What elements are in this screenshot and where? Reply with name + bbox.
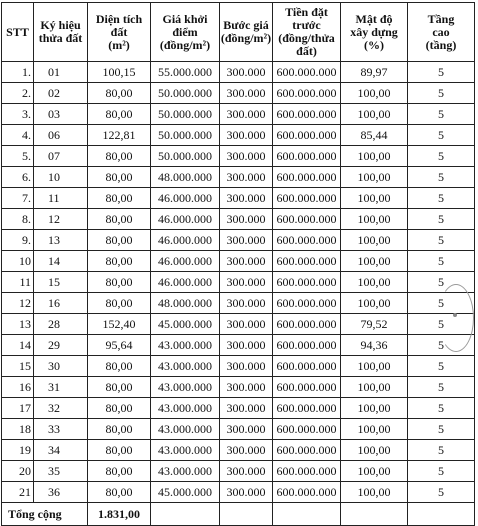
cell-tang-cao: 5 <box>408 230 475 251</box>
table-row <box>2 230 475 251</box>
table-row <box>2 188 475 209</box>
cell-buoc-gia: 300.000 <box>220 356 273 377</box>
cell-tien-dat-truoc: 600.000.000 <box>273 62 341 83</box>
cell-tien-dat-truoc: 600.000.000 <box>273 125 341 146</box>
cell-tang-cao: 5 <box>408 188 475 209</box>
total-row <box>2 503 475 526</box>
cell-mat-do: 100,00 <box>341 104 408 125</box>
cell-gia-khoi-diem: 43.000.000 <box>151 356 220 377</box>
total-empty-cell <box>220 503 273 526</box>
cell-dien-tich: 80,00 <box>88 272 151 293</box>
cell-buoc-gia: 300.000 <box>220 83 273 104</box>
cell-tien-dat-truoc: 600.000.000 <box>273 188 341 209</box>
table-row <box>2 482 475 503</box>
cell-gia-khoi-diem: 50.000.000 <box>151 125 220 146</box>
cell-gia-khoi-diem: 50.000.000 <box>151 83 220 104</box>
cell-stt: 17 <box>2 398 34 419</box>
cell-tang-cao: 5 <box>408 146 475 167</box>
cell-ky-hieu: 35 <box>34 461 88 482</box>
cell-ky-hieu: 14 <box>34 251 88 272</box>
table-body <box>2 62 475 503</box>
table-row <box>2 209 475 230</box>
cell-dien-tich: 80,00 <box>88 461 151 482</box>
cell-tang-cao: 5 <box>408 209 475 230</box>
cell-buoc-gia: 300.000 <box>220 314 273 335</box>
cell-mat-do: 85,44 <box>341 125 408 146</box>
cell-tang-cao: 5 <box>408 62 475 83</box>
cell-mat-do: 100,00 <box>341 293 408 314</box>
cell-ky-hieu: 15 <box>34 272 88 293</box>
cell-mat-do: 100,00 <box>341 272 408 293</box>
cell-tien-dat-truoc: 600.000.000 <box>273 293 341 314</box>
cell-gia-khoi-diem: 43.000.000 <box>151 440 220 461</box>
table-row <box>2 62 475 83</box>
cell-tien-dat-truoc: 600.000.000 <box>273 356 341 377</box>
table-row <box>2 398 475 419</box>
table-row <box>2 461 475 482</box>
cell-mat-do: 100,00 <box>341 146 408 167</box>
cell-mat-do: 94,36 <box>341 335 408 356</box>
cell-buoc-gia: 300.000 <box>220 146 273 167</box>
cell-stt: 15 <box>2 356 34 377</box>
cell-gia-khoi-diem: 50.000.000 <box>151 104 220 125</box>
seal-stamp-fragment <box>438 284 474 352</box>
cell-tang-cao: 5 <box>408 398 475 419</box>
cell-ky-hieu: 10 <box>34 167 88 188</box>
cell-ky-hieu: 33 <box>34 419 88 440</box>
cell-tang-cao: 5 <box>408 293 475 314</box>
table-row <box>2 314 475 335</box>
cell-tien-dat-truoc: 600.000.000 <box>273 314 341 335</box>
cell-gia-khoi-diem: 43.000.000 <box>151 461 220 482</box>
cell-mat-do: 100,00 <box>341 209 408 230</box>
cell-tien-dat-truoc: 600.000.000 <box>273 377 341 398</box>
cell-tang-cao: 5 <box>408 482 475 503</box>
cell-buoc-gia: 300.000 <box>220 482 273 503</box>
cell-ky-hieu: 32 <box>34 398 88 419</box>
cell-tang-cao: 5 <box>408 272 475 293</box>
cell-stt: 16 <box>2 377 34 398</box>
cell-ky-hieu: 31 <box>34 377 88 398</box>
cell-ky-hieu: 07 <box>34 146 88 167</box>
cell-tien-dat-truoc: 600.000.000 <box>273 167 341 188</box>
total-label: Tổng cộng <box>2 503 88 526</box>
cell-stt: 2. <box>2 83 34 104</box>
cell-stt: 13 <box>2 314 34 335</box>
cell-ky-hieu: 01 <box>34 62 88 83</box>
table-row <box>2 419 475 440</box>
cell-ky-hieu: 28 <box>34 314 88 335</box>
cell-buoc-gia: 300.000 <box>220 251 273 272</box>
cell-tien-dat-truoc: 600.000.000 <box>273 398 341 419</box>
cell-dien-tich: 80,00 <box>88 230 151 251</box>
cell-dien-tich: 80,00 <box>88 167 151 188</box>
cell-mat-do: 79,52 <box>341 314 408 335</box>
table-row <box>2 125 475 146</box>
total-empty-cell <box>151 503 220 526</box>
cell-gia-khoi-diem: 48.000.000 <box>151 167 220 188</box>
cell-dien-tich: 80,00 <box>88 482 151 503</box>
cell-ky-hieu: 36 <box>34 482 88 503</box>
cell-tang-cao: 5 <box>408 440 475 461</box>
cell-stt: 10 <box>2 251 34 272</box>
cell-buoc-gia: 300.000 <box>220 335 273 356</box>
cell-mat-do: 100,00 <box>341 461 408 482</box>
cell-dien-tich: 80,00 <box>88 104 151 125</box>
cell-dien-tich: 152,40 <box>88 314 151 335</box>
cell-dien-tich: 80,00 <box>88 293 151 314</box>
header-stt: STT <box>2 3 34 62</box>
table-row <box>2 377 475 398</box>
cell-tien-dat-truoc: 600.000.000 <box>273 482 341 503</box>
cell-stt: 21 <box>2 482 34 503</box>
cell-mat-do: 100,00 <box>341 356 408 377</box>
total-empty-cell <box>273 503 341 526</box>
cell-buoc-gia: 300.000 <box>220 398 273 419</box>
cell-buoc-gia: 300.000 <box>220 209 273 230</box>
cell-tang-cao: 5 <box>408 83 475 104</box>
cell-stt: 12 <box>2 293 34 314</box>
cell-gia-khoi-diem: 46.000.000 <box>151 272 220 293</box>
cell-dien-tich: 80,00 <box>88 419 151 440</box>
cell-tien-dat-truoc: 600.000.000 <box>273 251 341 272</box>
cell-tang-cao: 5 <box>408 251 475 272</box>
cell-ky-hieu: 02 <box>34 83 88 104</box>
cell-tien-dat-truoc: 600.000.000 <box>273 335 341 356</box>
cell-mat-do: 100,00 <box>341 398 408 419</box>
cell-gia-khoi-diem: 43.000.000 <box>151 398 220 419</box>
cell-gia-khoi-diem: 45.000.000 <box>151 314 220 335</box>
cell-stt: 7. <box>2 188 34 209</box>
cell-buoc-gia: 300.000 <box>220 104 273 125</box>
cell-stt: 19 <box>2 440 34 461</box>
cell-mat-do: 100,00 <box>341 167 408 188</box>
cell-gia-khoi-diem: 50.000.000 <box>151 146 220 167</box>
cell-dien-tich: 80,00 <box>88 251 151 272</box>
cell-gia-khoi-diem: 43.000.000 <box>151 377 220 398</box>
cell-tang-cao: 5 <box>408 461 475 482</box>
cell-tang-cao: 5 <box>408 125 475 146</box>
header-tang-cao: Tầng cao (tầng) <box>408 3 475 62</box>
cell-buoc-gia: 300.000 <box>220 272 273 293</box>
cell-tang-cao: 5 <box>408 104 475 125</box>
cell-gia-khoi-diem: 55.000.000 <box>151 62 220 83</box>
cell-stt: 8. <box>2 209 34 230</box>
cell-mat-do: 100,00 <box>341 419 408 440</box>
cell-stt: 14 <box>2 335 34 356</box>
cell-stt: 1. <box>2 62 34 83</box>
cell-tien-dat-truoc: 600.000.000 <box>273 440 341 461</box>
cell-buoc-gia: 300.000 <box>220 419 273 440</box>
cell-stt: 6. <box>2 167 34 188</box>
header-buoc-gia: Bước giá (đồng/m²) <box>220 3 273 62</box>
cell-buoc-gia: 300.000 <box>220 125 273 146</box>
cell-tang-cao: 5 <box>408 335 475 356</box>
cell-buoc-gia: 300.000 <box>220 62 273 83</box>
cell-dien-tich: 80,00 <box>88 440 151 461</box>
total-empty-cell <box>341 503 408 526</box>
cell-gia-khoi-diem: 43.000.000 <box>151 419 220 440</box>
cell-tang-cao: 5 <box>408 314 475 335</box>
cell-dien-tich: 80,00 <box>88 83 151 104</box>
cell-dien-tich: 80,00 <box>88 377 151 398</box>
cell-stt: 20 <box>2 461 34 482</box>
cell-gia-khoi-diem: 48.000.000 <box>151 293 220 314</box>
cell-mat-do: 100,00 <box>341 440 408 461</box>
table-row <box>2 272 475 293</box>
header-gia-khoi-diem: Giá khởi điểm (đồng/m²) <box>151 3 220 62</box>
header-tien-dat-truoc: Tiền đặt trước (đồng/thửa đất) <box>273 3 341 62</box>
cell-ky-hieu: 12 <box>34 209 88 230</box>
cell-buoc-gia: 300.000 <box>220 167 273 188</box>
cell-mat-do: 100,00 <box>341 251 408 272</box>
cell-tang-cao: 5 <box>408 419 475 440</box>
cell-buoc-gia: 300.000 <box>220 230 273 251</box>
table-row <box>2 356 475 377</box>
cell-buoc-gia: 300.000 <box>220 440 273 461</box>
land-auction-table <box>1 2 475 526</box>
cell-dien-tich: 80,00 <box>88 209 151 230</box>
cell-tang-cao: 5 <box>408 356 475 377</box>
cell-gia-khoi-diem: 43.000.000 <box>151 335 220 356</box>
cell-mat-do: 100,00 <box>341 83 408 104</box>
cell-dien-tich: 122,81 <box>88 125 151 146</box>
cell-ky-hieu: 29 <box>34 335 88 356</box>
cell-buoc-gia: 300.000 <box>220 461 273 482</box>
table-row <box>2 293 475 314</box>
cell-ky-hieu: 34 <box>34 440 88 461</box>
cell-gia-khoi-diem: 45.000.000 <box>151 482 220 503</box>
cell-ky-hieu: 03 <box>34 104 88 125</box>
cell-ky-hieu: 11 <box>34 188 88 209</box>
cell-gia-khoi-diem: 46.000.000 <box>151 188 220 209</box>
cell-stt: 11 <box>2 272 34 293</box>
cell-gia-khoi-diem: 46.000.000 <box>151 209 220 230</box>
cell-gia-khoi-diem: 46.000.000 <box>151 251 220 272</box>
cell-dien-tich: 80,00 <box>88 188 151 209</box>
cell-tien-dat-truoc: 600.000.000 <box>273 83 341 104</box>
cell-tien-dat-truoc: 600.000.000 <box>273 419 341 440</box>
cell-tien-dat-truoc: 600.000.000 <box>273 461 341 482</box>
table-row <box>2 104 475 125</box>
cell-tien-dat-truoc: 600.000.000 <box>273 104 341 125</box>
table-row <box>2 83 475 104</box>
table-row <box>2 146 475 167</box>
cell-stt: 18 <box>2 419 34 440</box>
cell-tien-dat-truoc: 600.000.000 <box>273 146 341 167</box>
table-row <box>2 251 475 272</box>
cell-buoc-gia: 300.000 <box>220 293 273 314</box>
cell-ky-hieu: 06 <box>34 125 88 146</box>
cell-tien-dat-truoc: 600.000.000 <box>273 209 341 230</box>
cell-dien-tich: 80,00 <box>88 356 151 377</box>
cell-stt: 3. <box>2 104 34 125</box>
cell-tang-cao: 5 <box>408 167 475 188</box>
cell-tien-dat-truoc: 600.000.000 <box>273 230 341 251</box>
cell-ky-hieu: 16 <box>34 293 88 314</box>
cell-stt: 5. <box>2 146 34 167</box>
cell-ky-hieu: 30 <box>34 356 88 377</box>
cell-dien-tich: 100,15 <box>88 62 151 83</box>
cell-mat-do: 89,97 <box>341 62 408 83</box>
table-row <box>2 167 475 188</box>
cell-mat-do: 100,00 <box>341 482 408 503</box>
cell-mat-do: 100,00 <box>341 188 408 209</box>
total-area: 1.831,00 <box>88 503 151 526</box>
cell-dien-tich: 80,00 <box>88 398 151 419</box>
header-mat-do: Mật độ xây dựng (%) <box>341 3 408 62</box>
cell-tien-dat-truoc: 600.000.000 <box>273 272 341 293</box>
cell-tang-cao: 5 <box>408 377 475 398</box>
table-row <box>2 335 475 356</box>
cell-buoc-gia: 300.000 <box>220 188 273 209</box>
total-empty-cell <box>408 503 475 526</box>
table-header <box>2 3 475 62</box>
cell-buoc-gia: 300.000 <box>220 377 273 398</box>
cell-gia-khoi-diem: 46.000.000 <box>151 230 220 251</box>
cell-mat-do: 100,00 <box>341 377 408 398</box>
cell-ky-hieu: 13 <box>34 230 88 251</box>
header-dien-tich: Diện tích đất (m²) <box>88 3 151 62</box>
cell-stt: 9. <box>2 230 34 251</box>
cell-dien-tich: 80,00 <box>88 146 151 167</box>
cell-mat-do: 100,00 <box>341 230 408 251</box>
cell-stt: 4. <box>2 125 34 146</box>
table-row <box>2 440 475 461</box>
cell-dien-tich: 95,64 <box>88 335 151 356</box>
header-ky-hieu: Ký hiệu thửa đất <box>34 3 88 62</box>
